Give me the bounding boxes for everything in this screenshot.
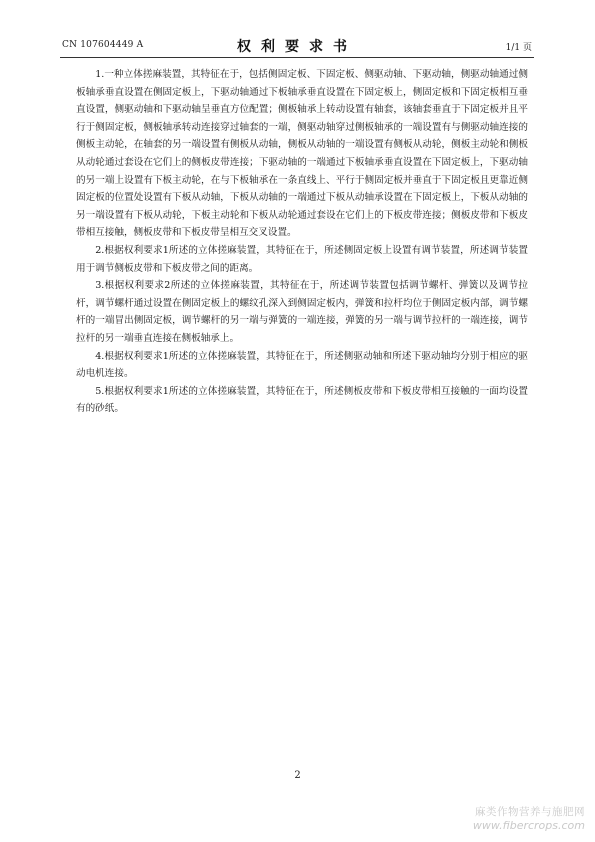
claim-3: 3.根据权利要求2所述的立体搓麻装置，其特征在于，所述调节装置包括调节螺杆、弹簧以及调节拉杆，调节螺杆通过设置在侧固定板上的螺纹孔深入到侧固定板内，弹簧和拉杆均位于侧固定板内部，调节螺杆的一端冒出侧固定板，调节螺杆的另一端与弹簧的一端连接，弹簧的另一端与调节拉杆的一端连接，调节拉杆的另一端垂直连接在侧板轴承上。 [76, 280, 528, 344]
document-title: 权利要求书 [237, 39, 357, 55]
patent-number: CN 107604449 A [62, 40, 144, 50]
claim-2: 2.根据权利要求1所述的立体搓麻装置，其特征在于，所述侧固定板上设置有调节装置，所述调节装置用于调节侧板皮带和下板皮带之间的距离。 [76, 244, 528, 274]
watermark-site-name: 麻类作物营养与施肥网 [475, 806, 585, 818]
claim-4: 4.根据权利要求1所述的立体搓麻装置，其特征在于，所述侧驱动轴和所述下驱动轴均分别于相应的驱动电机连接。 [76, 350, 528, 380]
page-header [62, 36, 532, 56]
watermark-url: www.fibercrops.com [472, 819, 585, 832]
header-divider [60, 57, 534, 58]
claim-5: 5.根据权利要求1所述的立体搓麻装置，其特征在于，所述侧板皮带和下板皮带相互接触的一面均设置有的砂纸。 [76, 385, 528, 415]
page-reference: 1/1 页 [505, 43, 532, 53]
watermark [473, 806, 585, 832]
claims-body [76, 66, 528, 418]
claim-1: 1.一种立体搓麻装置，其特征在于，包括侧固定板、下固定板、侧驱动轴、下驱动轴，侧驱动轴通过侧板轴承垂直设置在侧固定板上，下驱动轴通过下板轴承垂直设置在下固定板上，侧固定板和下固定板相互垂直设置，侧驱动轴和下驱动轴呈垂直方位配置；侧板轴承上转动设置有轴套，该轴套垂直于下固定板并且平行于侧固定板，侧板轴承转动连接穿过轴套的一端，侧驱动轴穿过侧板轴承的一端设置有与侧驱动轴连接的侧板主动轮，在轴套的另一端设置有侧板从动轴，侧板从动轴的一端设置有侧板从动轮，侧板主动轮和侧板从动轮通过套设在它们上的侧板皮带连接；下驱动轴的一端通过下板轴承垂直设置在下固定板上，下驱动轴的另一端上设置有下板主动轮，在与下板轴承在一条直线上、平行于侧固定板并垂直于下固定板且更靠近侧固定板的位置处设置有下板从动轴，下板从动轴的一端通过下板从动轴承设置在下固定板上，下板从动轴的另一端设置有下板从动轮，下板主动轮和下板从动轮通过套设在它们上的下板皮带连接；侧板皮带和下板皮带相互接触，侧板皮带和下板皮带呈相互交叉设置。 [76, 69, 528, 239]
page-number: 2 [294, 770, 301, 781]
